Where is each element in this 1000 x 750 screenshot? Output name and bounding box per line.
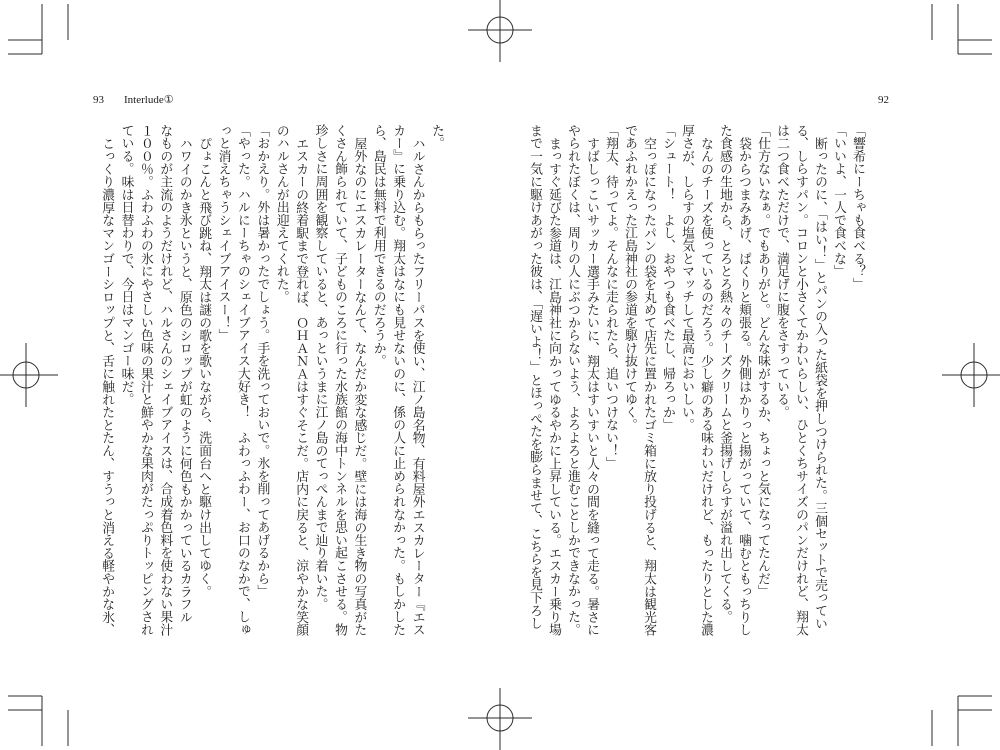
page-number-left: 93 — [93, 94, 104, 106]
text-line: ハルさんからもらったフリーパスを使い、江ノ島名物、有料屋外エスカレーター『エス — [409, 136, 425, 636]
text-line: ハワイのかき氷というと、原色のシロップが虹のように何色もかかっているカラフル — [176, 136, 192, 624]
text-line: た食感の生地から、とろとろ熱々のチーズクリームと釜揚げしらすが溢れ出してくる。 — [717, 124, 732, 624]
text-line: た。 — [429, 124, 444, 150]
text-line: 「響希にーちゃも食べる？」 — [850, 124, 865, 291]
text-line: は二つ食べただけで、満足げに腹をさすっている。 — [774, 124, 789, 419]
text-line: 袋からつまみあげ、ぱくりと頬張る。外側はかりっと揚がっていて、噛むともっちりし — [736, 136, 751, 636]
text-line: ぴょこんと飛び跳ね、翔太は謎の歌を歌いながら、洗面台へと駆け出してゆく。 — [196, 136, 212, 598]
page-number-right: 92 — [878, 94, 889, 106]
text-line: 珍しさに周囲を観察していると、あっというまに江ノ島のてっぺんまで辿り着いた。 — [312, 124, 328, 611]
text-line: 「いいよ、一人で食べな」 — [831, 124, 846, 278]
text-line: すばしっこいサッカー選手みたいに、翔太はすいすいと人々の間を縫って走る。暑さに — [584, 136, 599, 636]
corner-trim-mark-top-left — [8, 4, 68, 54]
text-line: カー』に乗り込む。翔太はなにも見せないのに、係の人に止められなかった。もしかした — [390, 124, 406, 636]
text-line: 「シュート！ よし、おやつも食べたし、帰ろっか」 — [660, 124, 675, 432]
registration-mark-right — [942, 343, 1000, 407]
text-line: なものが主流のようだけれど、ハルさんのシェイブアイスは、合成着色料を使わない果汁 — [157, 124, 173, 636]
text-line: 「おかえり。外は暑かったでしょう。手を洗っておいで。氷を削ってあげるから」 — [254, 124, 270, 598]
page-left-body — [96, 124, 446, 644]
text-line: っと消えちゃうシェイブアイスー！」 — [215, 124, 231, 342]
text-line: こっくり濃厚なマンゴーシロップと、舌に触れたとたん、すうっと消える軽やかな氷、 — [99, 136, 115, 636]
registration-mark-bottom — [468, 688, 532, 750]
registration-mark-left — [0, 343, 58, 407]
text-line: であふれかえった江島神社の参道を駆け抜けてゆく。 — [622, 124, 637, 432]
text-line: 屋外なのにエスカレーターなんて、なんだか変な感じだ。壁には海の生き物の写真がた — [351, 136, 367, 636]
text-line: まっすぐ延びた参道は、江島神社に向かってゆるやかに上昇している。エスカー乗り場 — [546, 136, 561, 636]
text-line: 断ったのに、「はい！」とパンの入った紙袋を押しつけられた。三個セットで売ってい — [812, 136, 827, 630]
corner-trim-mark-top-right — [932, 4, 992, 54]
text-line: ている。味は日替わりで、今日はマンゴー味だ。 — [118, 124, 134, 406]
running-head: Interlude① — [124, 94, 174, 106]
page-right-body — [525, 124, 867, 644]
text-line: 厚さが、しらすの塩気とマッチして最高においしい。 — [679, 124, 694, 432]
corner-trim-mark-bottom-left — [8, 696, 68, 746]
text-line: 「翔太、待ってよ。そんなに走られたら、追いつけない！」 — [603, 124, 618, 470]
corner-trim-mark-bottom-right — [932, 696, 992, 746]
text-line: ら、島民は無料で利用できるのだろうか。 — [370, 124, 386, 368]
text-line: やられたぼくは、周りの人にぶつからないよう、よろよろと進むことしかできなかった。 — [565, 124, 580, 636]
text-line: １００％。ふわふわの氷にやさしい色味の果汁と鮮やかな果肉がたっぷりトッピングされ — [137, 124, 153, 636]
registration-mark-top — [468, 0, 532, 62]
text-line: まで一気に駆けあがった彼は、「遅いよ！」とほっぺたを膨らませて、こちらを見下ろし — [527, 124, 542, 630]
text-line: のハルさんが出迎えてくれた。 — [273, 124, 289, 304]
text-line: 「やった。ハルにーちゃのシェイブアイス大好き！ ふわっふわー、お口のなかで、しゅ — [234, 124, 250, 636]
text-line: エスカーの終着駅まで登れば、ＯＨＡＮＡはすぐそこだ。店内に戻ると、涼やかな笑顔 — [293, 136, 309, 636]
text-line: 空っぽになったパンの袋を丸めて店先に置かれたゴミ箱に放り投げると、翔太は観光客 — [641, 136, 656, 636]
text-line: 「仕方ないなぁ。でもありがと。どんな味がするか、ちょっと気になってたんだ」 — [755, 124, 770, 598]
text-line: る、しらすパン。コロンと小さくてかわいらしい、ひとくちサイズのパンだけれど、翔太 — [793, 124, 808, 636]
text-line: なんのチーズを使っているのだろう。少し癖のある味わいだけれど、もったりとした濃 — [698, 136, 713, 636]
text-line: くさん飾られていて、子どものころに行った水族館の海中トンネルを思い起こさせる。物 — [331, 124, 347, 636]
